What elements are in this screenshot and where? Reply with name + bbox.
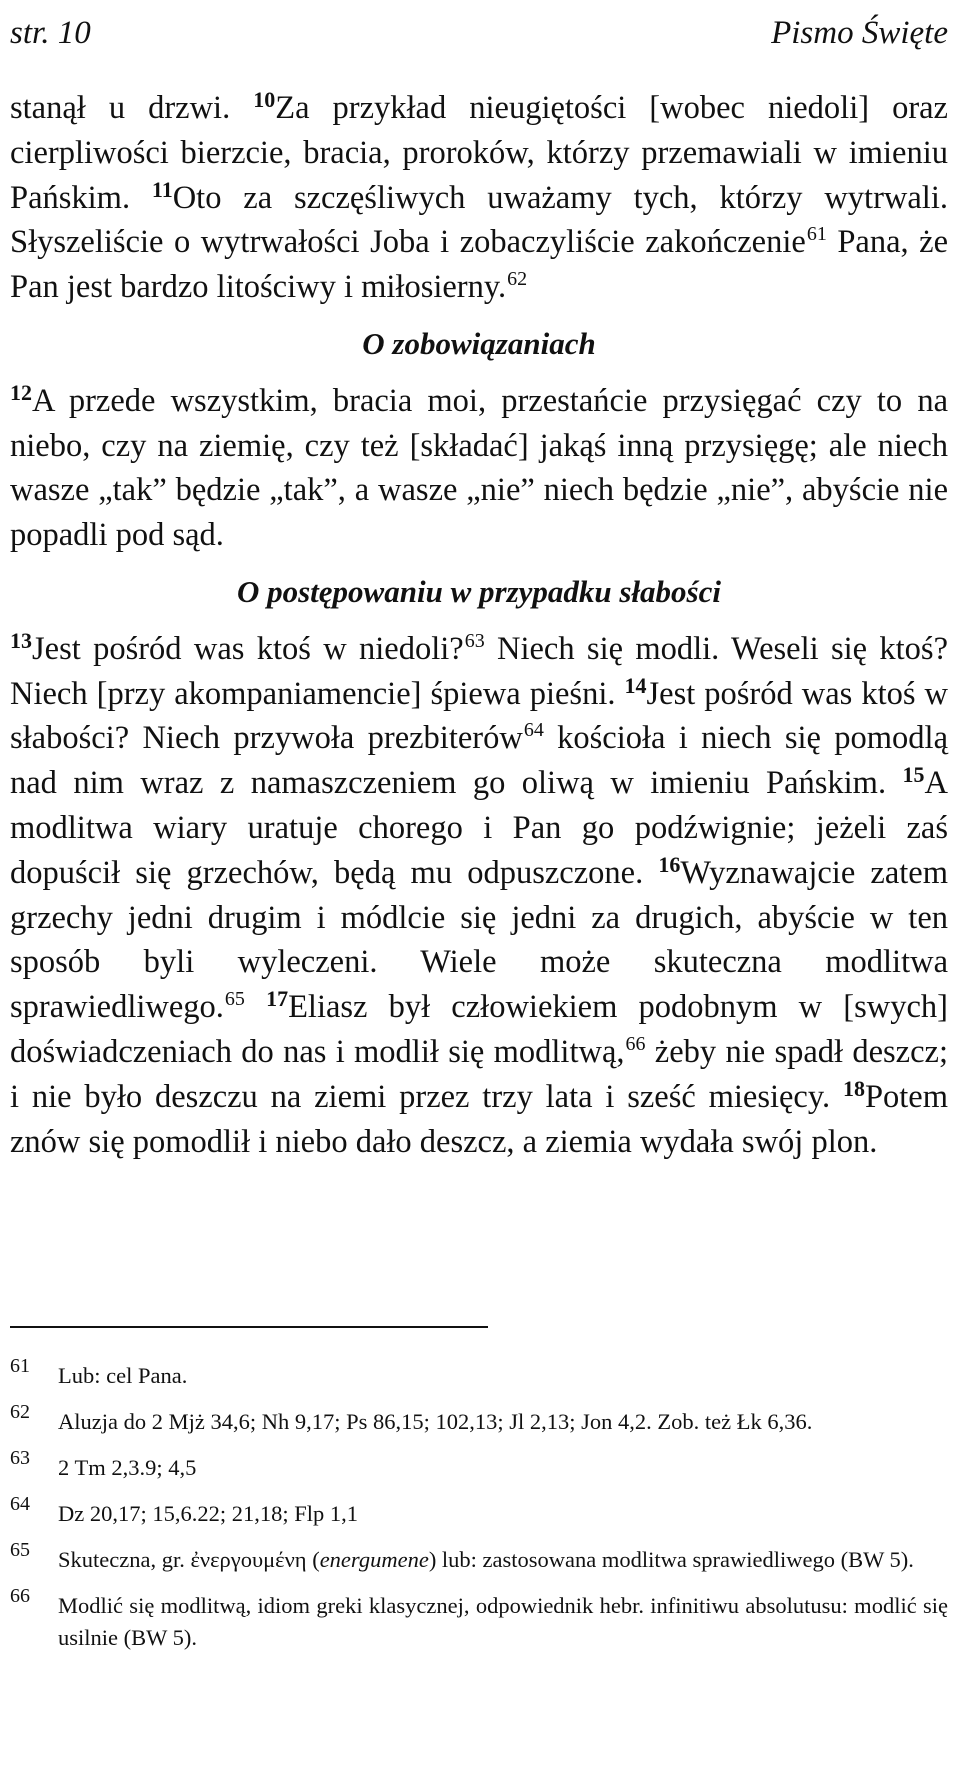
footnote-text: Dz 20,17; 15,6.22; 21,18; Flp 1,1	[58, 1501, 359, 1526]
footnote-66	[10, 1585, 948, 1654]
section-heading: O zobowiązaniach	[362, 325, 596, 361]
main-text	[10, 86, 948, 1164]
verse-number: 16	[658, 851, 681, 877]
paragraph-3	[10, 627, 948, 1165]
verse-number: 18	[842, 1075, 865, 1101]
text-run: Za przykład nieugiętości [wobec niedoli] oraz cierpliwości bierzcie, bracia, proroków, którzy przemawiali w imieniu Pańskim.	[10, 90, 948, 216]
footnote-separator	[10, 1326, 488, 1328]
footnote-ref[interactable]: 63	[464, 629, 485, 652]
paragraph-1	[10, 86, 948, 310]
text-run: Jest pośród was ktoś w słabości? Niech przywoła prezbiterów	[10, 675, 948, 757]
text-run: Potem znów się pomodlił i niebo dało deszcz, a ziemia wydała swój plon.	[10, 1078, 948, 1160]
paragraph-2	[10, 379, 948, 558]
text-run: żeby nie spadł deszcz; i nie było deszczu na ziemi przez trzy lata i sześć miesięcy.	[10, 1033, 948, 1115]
footnote-ref[interactable]: 61	[806, 223, 827, 246]
text-run: Oto za szczęśliwych uważamy tych, którzy wytrwali. Słyszeliście o wytrwałości Joba i zobaczyliście zakończenie	[10, 179, 948, 261]
text-run: Eliasz był człowiekiem podobnym w [swych] doświadczeniach do nas i modlił się modlitwą,	[10, 989, 948, 1070]
footnotes	[10, 1355, 948, 1668]
transliteration: energumene	[319, 1547, 429, 1572]
footnote-number: 62	[10, 1401, 30, 1423]
page-number: str. 10	[10, 15, 91, 51]
footnote-ref[interactable]: 62	[507, 268, 528, 291]
verse-number: 12	[10, 379, 32, 405]
text-run: Jest pośród was ktoś w niedoli?	[32, 630, 464, 667]
verse-number: 17	[266, 986, 289, 1012]
footnote-ref[interactable]: 66	[625, 1032, 646, 1055]
greek-word: ἐνεργουμένη	[190, 1547, 307, 1572]
verse-number: 10	[253, 87, 276, 112]
footnote-number: 65	[10, 1539, 30, 1561]
footnote-text	[58, 1547, 914, 1572]
footnote-64	[10, 1493, 948, 1530]
footnote-ref[interactable]: 65	[224, 988, 245, 1011]
footnote-ref[interactable]: 64	[523, 719, 544, 742]
text-run: stanął u drzwi.	[10, 90, 254, 126]
page-header	[10, 8, 948, 58]
book-title: Pismo Święte	[771, 15, 948, 51]
text-run: (	[306, 1547, 320, 1572]
verse-number: 13	[10, 627, 32, 653]
text-run: Skuteczna, gr.	[58, 1547, 191, 1572]
footnote-number: 66	[10, 1585, 30, 1607]
section-heading: O postępowaniu w przypadku słabości	[236, 573, 721, 609]
footnote-61	[10, 1355, 948, 1392]
footnote-text: 2 Tm 2,3.9; 4,5	[58, 1455, 197, 1480]
footnote-62	[10, 1401, 948, 1438]
text-run	[245, 989, 266, 1025]
verse-number: 14	[624, 672, 647, 698]
text-run: Pana, że Pan jest bardzo litościwy i miłosierny.	[10, 224, 948, 306]
footnote-65	[10, 1539, 948, 1576]
footnote-text: Lub: cel Pana.	[58, 1363, 188, 1388]
footnote-63	[10, 1447, 948, 1484]
verse-number: 11	[151, 176, 173, 202]
verse-number: 15	[902, 762, 925, 788]
text-run: Niech się modli. Weseli się ktoś? Niech [przy akompaniamencie] śpiewa pieśni.	[10, 630, 948, 712]
text-run: kościoła i niech się pomodlą nad nim wraz z namaszczeniem go oliwą w imieniu Pańskim.	[10, 720, 948, 802]
text-run: A przede wszystkim, bracia moi, przestańcie przysięgać czy to na niebo, czy na ziemię, czy też [składać] jakąś inną przysięgę; ale niech wasze „tak” będzie „tak”, a wasze „nie” niech będzie „nie”, abyście nie popadli pod sąd.	[10, 382, 948, 554]
footnote-number: 61	[10, 1355, 30, 1377]
footnote-text: Modlić się modlitwą, idiom greki klasycznej, odpowiednik hebr. infinitiwu absolutusu: modlić się usilnie (BW 5).	[58, 1593, 948, 1650]
text-run: Wyznawajcie zatem grzechy jedni drugim i módlcie się jedni za drugich, abyście w ten sposób byli wyleczeni. Wiele może skuteczna modlitwa sprawiedliwego.	[10, 854, 948, 1026]
footnote-number: 64	[10, 1493, 30, 1515]
footnote-text: Aluzja do 2 Mjż 34,6; Nh 9,17; Ps 86,15; 102,13; Jl 2,13; Jon 4,2. Zob. też Łk 6,36.	[58, 1409, 813, 1434]
text-run: ) lub: zastosowana modlitwa sprawiedliwego (BW 5).	[428, 1547, 914, 1572]
footnote-number: 63	[10, 1447, 30, 1469]
text-run: A modlitwa wiary uratuje chorego i Pan go podźwignie; jeżeli zaś dopuścił się grzechów, będą mu odpuszczone.	[10, 765, 948, 891]
